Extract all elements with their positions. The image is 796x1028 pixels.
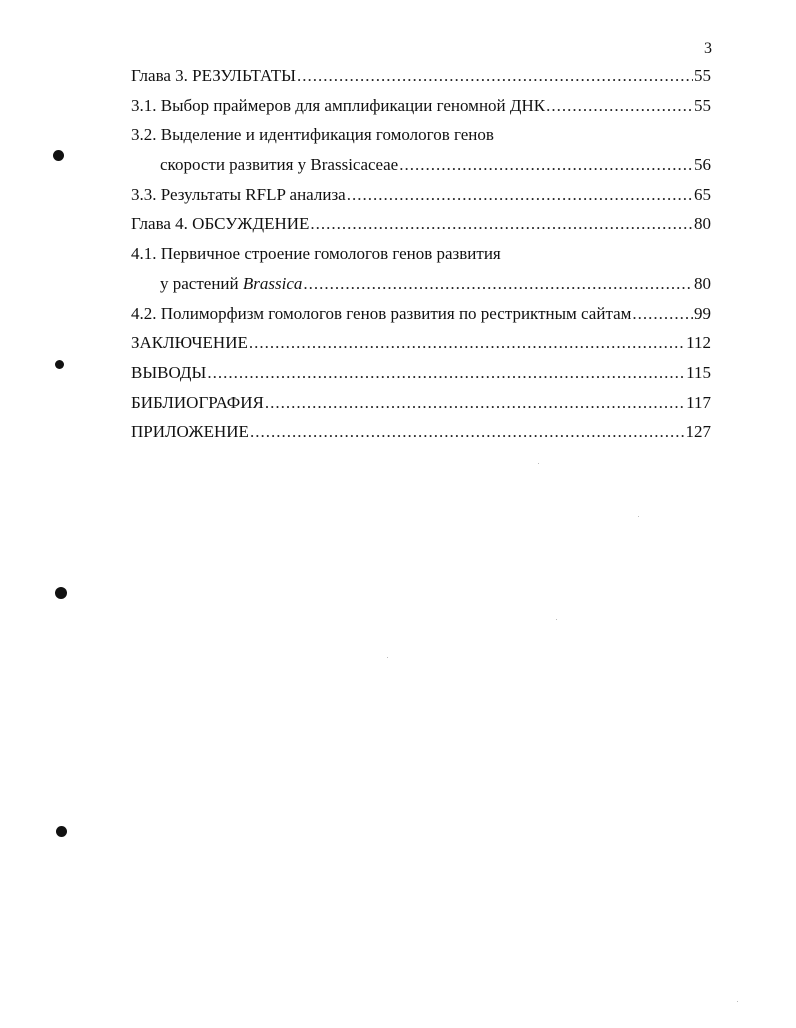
toc-entry-title: 4.2. Полиморфизм гомологов генов развития по рестриктным сайтам: [131, 303, 632, 323]
toc-leader-dots: [310, 214, 693, 234]
toc-entry-title: 3.1. Выбор праймеров для амплификации геномной ДНК: [131, 95, 546, 115]
toc-entry-title: 3.3. Результаты RFLP анализа: [131, 184, 346, 204]
toc-entry-4-2[interactable]: [131, 300, 711, 330]
toc-entry-3-2-continued[interactable]: [131, 151, 711, 181]
toc-entry-title: [160, 274, 302, 294]
toc-leader-dots: [265, 393, 685, 413]
toc-entry-title: 4.1. Первичное строение гомологов генов развития: [131, 244, 501, 264]
toc-entry-page: 80: [694, 273, 711, 293]
toc-entry-title: скорости развития у Brassicaceae: [160, 155, 399, 175]
binder-hole-mark: [55, 587, 67, 599]
scan-dust: [556, 619, 557, 620]
toc-entry-page: 80: [694, 214, 711, 234]
toc-entry-appendix[interactable]: [131, 418, 711, 448]
toc-leader-dots: [207, 363, 685, 383]
toc-entry-4-1-continued[interactable]: [131, 270, 711, 300]
scan-dust: [387, 657, 388, 658]
toc-entry-title: ЗАКЛЮЧЕНИЕ: [131, 333, 248, 353]
toc-entry-bibliography[interactable]: [131, 389, 711, 419]
toc-entry-page: 127: [685, 422, 711, 442]
toc-entry-chapter-3[interactable]: [131, 62, 711, 92]
scan-dust: [638, 516, 639, 517]
toc-leader-dots: [399, 155, 693, 175]
toc-entry-title: ПРИЛОЖЕНИЕ: [131, 422, 249, 442]
toc-entry-3-1[interactable]: [131, 92, 711, 122]
page-number: 3: [704, 40, 712, 57]
scan-dust: [737, 1001, 738, 1002]
toc-leader-dots: [249, 333, 685, 353]
toc-leader-dots: [632, 304, 693, 324]
toc-entry-3-3[interactable]: [131, 181, 711, 211]
toc-entry-page: 117: [686, 392, 711, 412]
toc-entry-page: 99: [694, 303, 711, 323]
toc-entry-page: 65: [694, 184, 711, 204]
toc-leader-dots: [347, 185, 693, 205]
toc-entry-page: 115: [686, 362, 711, 382]
toc-entry-title: 3.2. Выделение и идентификация гомологов генов: [131, 125, 494, 145]
toc-leader-dots: [303, 274, 693, 294]
toc-entry-page: 112: [686, 333, 711, 353]
toc-entry-title-prefix: у растений: [160, 273, 243, 293]
toc-entry-page: 56: [694, 155, 711, 175]
toc-entry-page: 55: [694, 66, 711, 85]
binder-hole-mark: [53, 150, 64, 161]
toc-entry-title: Глава 3. РЕЗУЛЬТАТЫ: [131, 66, 296, 85]
toc-leader-dots: [297, 66, 693, 86]
toc-entry-page: 55: [694, 95, 711, 115]
binder-hole-mark: [55, 360, 64, 369]
scan-dust: [538, 463, 539, 464]
toc-entry-3-2[interactable]: [131, 121, 711, 151]
toc-entry-4-1[interactable]: [131, 240, 711, 270]
toc-entry-title: Глава 4. ОБСУЖДЕНИЕ: [131, 214, 310, 234]
toc-entry-title: БИБЛИОГРАФИЯ: [131, 392, 264, 412]
toc-leader-dots: [546, 96, 693, 116]
toc-entry-findings[interactable]: [131, 359, 711, 389]
toc-entry-title: ВЫВОДЫ: [131, 362, 207, 382]
toc-leader-dots: [250, 422, 685, 442]
toc-entry-title-italic: Brassica: [242, 273, 303, 293]
table-of-contents: [131, 62, 711, 448]
toc-entry-chapter-4[interactable]: [131, 210, 711, 240]
toc-entry-conclusion[interactable]: [131, 329, 711, 359]
binder-hole-mark: [56, 826, 67, 837]
